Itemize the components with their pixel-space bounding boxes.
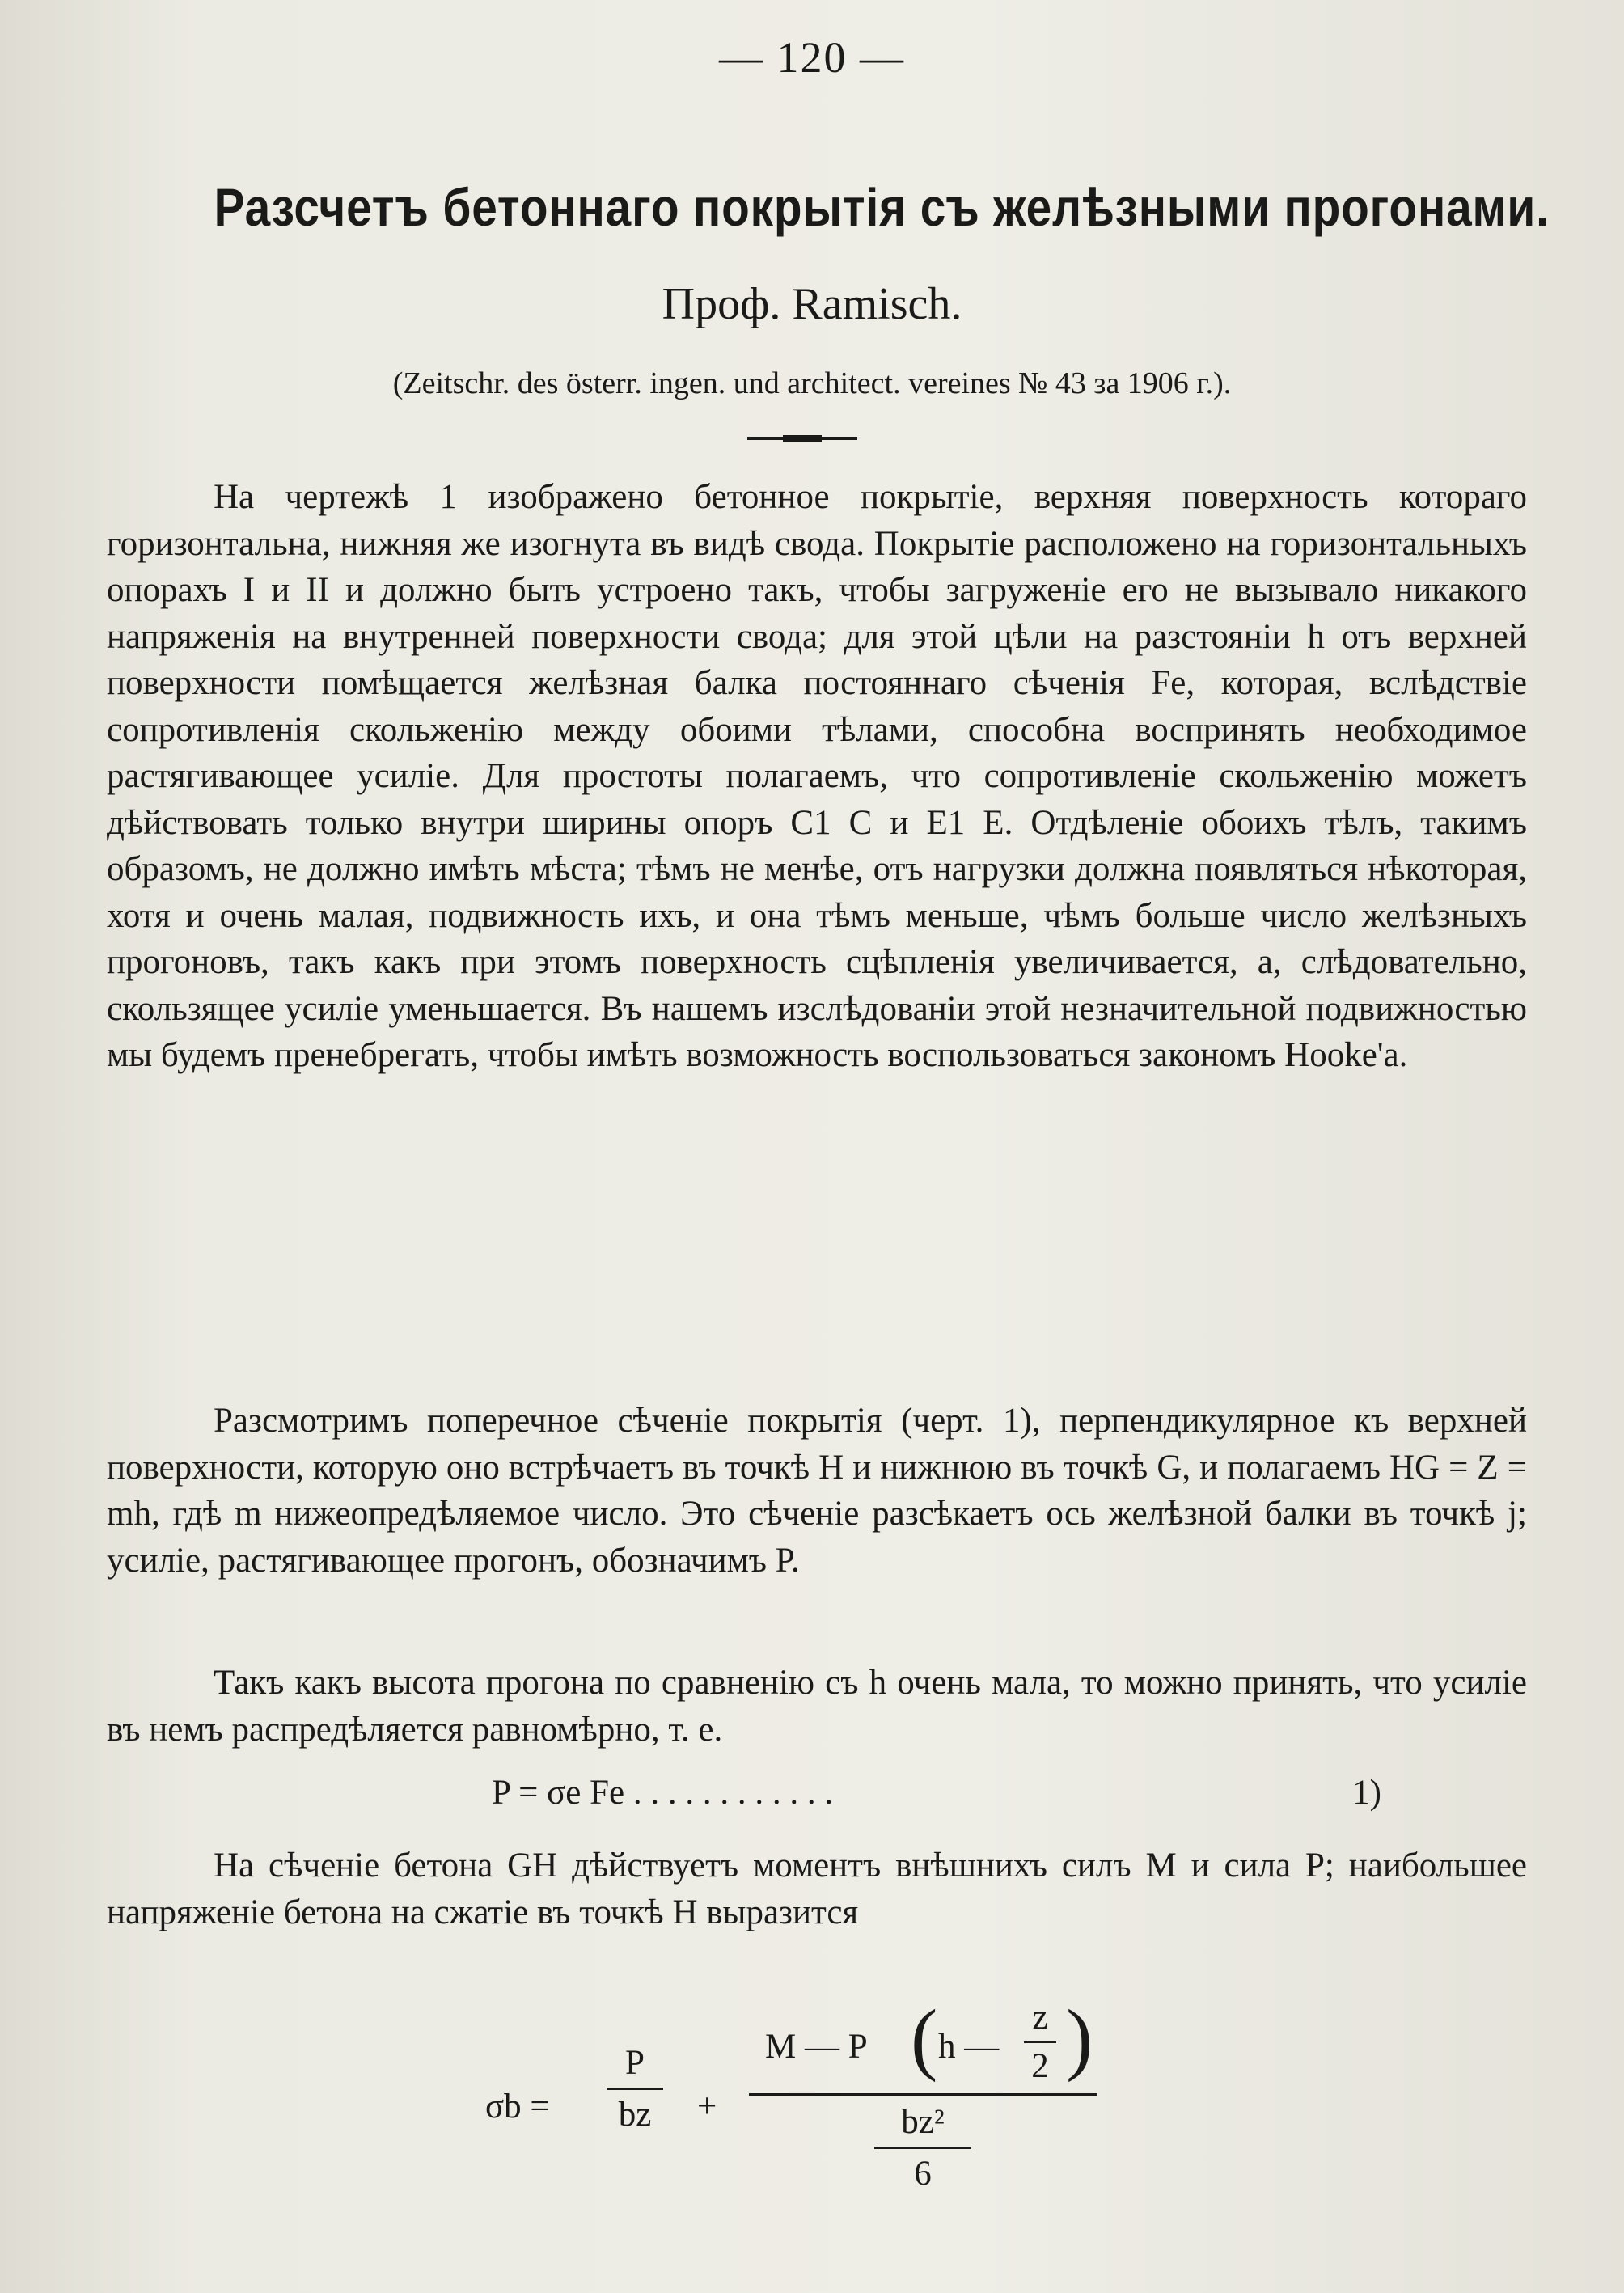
numerator-h-minus: h —	[938, 2028, 1000, 2066]
formula-2-lhs: σb =	[485, 2088, 550, 2126]
z-denominator: 2	[1031, 2047, 1049, 2085]
formula-1	[492, 1773, 1381, 1813]
fraction-1-bar	[607, 2088, 663, 2090]
z-numerator: z	[1032, 1999, 1048, 2037]
formula-1-expression: P = σe Fe . . . . . . . . . . . .	[492, 1774, 834, 1812]
title-separator	[747, 437, 857, 440]
numerator-m-minus-p: M — P	[765, 2028, 868, 2066]
formula-2-plus: +	[697, 2088, 717, 2126]
denominator-six: 6	[914, 2155, 932, 2193]
z-fraction-bar	[1024, 2041, 1056, 2043]
paragraph-4: На сѣченіе бетона GH дѣйствуетъ моментъ внѣшнихъ силъ M и сила P; наибольшее напряженіе бетона на сжатіе въ точкѣ H выразится	[107, 1847, 1527, 1931]
source-citation: (Zeitschr. des österr. ingen. und architect. vereines № 43 за 1906 г.).	[392, 366, 1232, 400]
formula-2-fraction-2	[749, 1993, 1097, 2194]
z-over-2-fraction	[1024, 1998, 1056, 2086]
paragraph-2: Разсмотримъ поперечное сѣченіе покрытія (черт. 1), перпендикулярное къ верхней поверхности, которую оно встрѣчаетъ въ точкѣ H и нижнюю въ точкѣ G, и полагаемъ HG = Z = mh, гдѣ m нижеопредѣляемое число. Это сѣченіе разсѣкаетъ ось желѣзной балки въ точкѣ j; усиліе, растягивающее прогонъ, обозначимъ P.	[107, 1402, 1527, 1580]
paragraph-3: Такъ какъ высота прогона по сравненію съ h очень мала, то можно принять, что усиліе въ немъ распредѣляется равномѣрно, т. е.	[107, 1664, 1527, 1749]
article-author: Проф. Ramisch.	[662, 279, 962, 329]
formula-1-number: 1)	[1352, 1774, 1381, 1812]
fraction-2-denominator	[749, 2102, 1097, 2194]
page-number: — 120 —	[719, 33, 905, 82]
paragraph-1: На чертежѣ 1 изображено бетонное покрытіе, верхняя поверхность котораго горизонтальна, нижняя же изогнута въ видѣ свода. Покрытіе расположено на горизонтальныхъ опорахъ I и II и должно быть устроено такъ, чтобы загруженіе его не вызывало никакого напряженія на внутренней поверхности свода; для этой цѣли на разстояніи h отъ верхней поверхности помѣщается желѣзная балка постояннаго сѣченія Fe, которая, вслѣдствіе сопротивленія скольженію между обоими тѣлами, способна воспринять необходимое растягивающее усиліе. Для простоты полагаемъ, что сопротивленіе скольженію можетъ дѣйствовать только внутри ширины опоръ C1 C и E1 E. Отдѣленіе обоихъ тѣлъ, такимъ образомъ, не должно имѣть мѣста; тѣмъ не менѣе, отъ нагрузки должна появляться нѣкоторая, хотя и очень малая, подвижность ихъ, и она тѣмъ меньше, чѣмъ больше число желѣзныхъ прогоновъ, такъ какъ при этомъ поверхность сцѣпленія увеличивается, а, слѣдовательно, скользящее усиліе уменьшается. Въ нашемъ изслѣдованіи этой незначительной подвижностью мы будемъ пренебрегать, чтобы имѣть возможность воспользоваться закономъ Hooke'a.	[107, 478, 1527, 1074]
fraction-1-numerator: P	[625, 2044, 645, 2082]
paren-open: (	[911, 1993, 938, 2083]
fraction-2-numerator	[749, 1993, 1097, 2087]
denominator-sub-bar	[874, 2147, 971, 2149]
article-title: Разсчетъ бетоннаго покрытія съ желѣзными прогонами.	[214, 177, 1550, 237]
denominator-bz-squared: bz²	[901, 2103, 945, 2141]
paren-close: )	[1066, 1993, 1093, 2083]
fraction-1-denominator: bz	[618, 2096, 652, 2134]
formula-2-fraction-1	[607, 2043, 663, 2134]
formula-2	[485, 1993, 1213, 2193]
fraction-2-bar	[749, 2093, 1097, 2096]
